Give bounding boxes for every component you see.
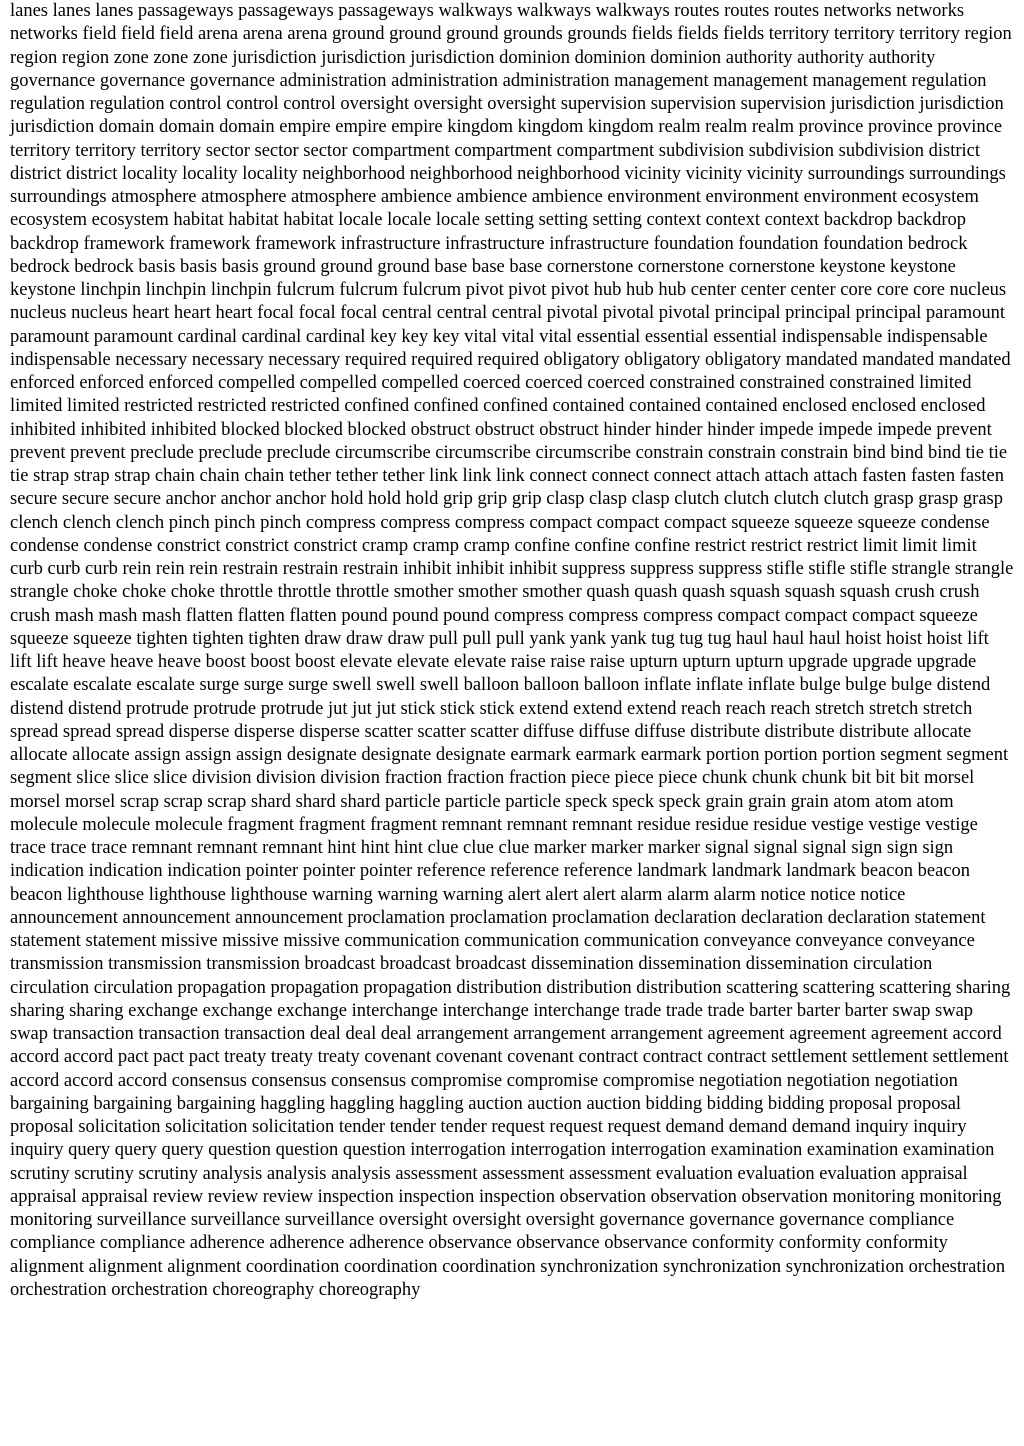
body-text: lanes lanes lanes passageways passageways passageways walkways walkways walkways routes routes routes networks networks networks field field field arena arena arena ground ground ground grounds grounds fields fields fields territory territory territory region region region zone zone zone jurisdiction jurisdiction jurisdiction dominion dominion dominion authority authority authority governance governance governance administration administration administration management management management regulation regulation regulation control control control oversight oversight oversight supervision supervision supervision jurisdiction jurisdiction jurisdiction domain domain domain empire empire empire kingdom kingdom kingdom realm realm realm province province province territory territory territory sector sector sector compartment compartment compartment subdivision subdivision subdivision district district district locality locality locality neighborhood neighborhood neighborhood vicinity vicinity vicinity surroundings surroundings surroundings atmosphere atmosphere atmosphere ambience ambience ambience environment environment environment ecosystem ecosystem ecosystem habitat habitat habitat locale locale locale setting setting setting context context context backdrop backdrop backdrop framework framework framework infrastructure infrastructure infrastructure foundation foundation foundation bedrock bedrock bedrock basis basis basis ground ground ground base base base cornerstone cornerstone cornerstone keystone keystone keystone linchpin linchpin linchpin fulcrum fulcrum fulcrum pivot pivot pivot hub hub hub center center center core core core nucleus nucleus nucleus heart heart heart focal focal focal central central central pivotal pivotal pivotal principal principal principal paramount paramount paramount cardinal cardinal cardinal key key key vital vital vital essential essential essential indispensable indispensable indispensable necessary necessary necessary required required required obligatory obligatory obligatory mandated mandated mandated enforced enforced enforced compelled compelled compelled coerced coerced coerced constrained constrained constrained limited limited limited restricted restricted restricted confined confined confined contained contained contained enclosed enclosed enclosed inhibited inhibited inhibited blocked blocked blocked obstruct obstruct obstruct hinder hinder hinder impede impede impede prevent prevent prevent preclude preclude preclude circumscribe circumscribe circumscribe constrain constrain constrain bind bind bind tie tie tie strap strap strap chain chain chain tether tether tether link link link connect connect connect attach attach attach fasten fasten fasten secure secure secure anchor anchor anchor hold hold hold grip grip grip clasp clasp clasp clutch clutch clutch clutch grasp grasp grasp clench clench clench pinch pinch pinch compress compress compress compact compact compact squeeze squeeze squeeze condense condense condense constrict constrict constrict cramp cramp cramp confine confine confine restrict restrict restrict limit limit limit curb curb curb rein rein rein restrain restrain restrain inhibit inhibit inhibit suppress suppress suppress stifle stifle stifle strangle strangle strangle choke choke choke throttle throttle throttle smother smother smother quash quash quash squash squash squash crush crush crush mash mash mash flatten flatten flatten pound pound pound compress compress compress compact compact compact squeeze squeeze squeeze tighten tighten tighten draw draw draw pull pull pull yank yank yank tug tug tug haul haul haul hoist hoist hoist lift lift lift heave heave heave boost boost boost elevate elevate elevate raise raise raise upturn upturn upturn upgrade upgrade upgrade escalate escalate escalate surge surge surge swell swell swell balloon balloon balloon inflate inflate inflate bulge bulge bulge distend distend distend protrude protrude protrude jut jut jut stick stick stick extend extend extend reach reach reach stretch stretch stretch spread spread spread disperse disperse disperse scatter scatter scatter diffuse diffuse diffuse distribute distribute distribute allocate allocate allocate assign assign assign designate designate designate earmark earmark earmark portion portion portion segment segment segment slice slice slice division division division fraction fraction fraction piece piece piece chunk chunk chunk bit bit bit morsel morsel morsel scrap scrap scrap shard shard shard particle particle particle speck speck speck grain grain grain atom atom atom molecule molecule molecule fragment fragment fragment remnant remnant remnant residue residue residue vestige vestige vestige trace trace trace remnant remnant remnant hint hint hint clue clue clue marker marker marker signal signal signal sign sign sign indication indication indication pointer pointer pointer reference reference reference landmark landmark landmark beacon beacon beacon lighthouse lighthouse lighthouse warning warning warning alert alert alert alarm alarm alarm notice notice notice announcement announcement announcement proclamation proclamation proclamation declaration declaration declaration statement statement statement missive missive missive communication communication communication conveyance conveyance conveyance transmission transmission transmission broadcast broadcast broadcast dissemination dissemination dissemination circulation circulation circulation propagation propagation propagation distribution distribution distribution scattering scattering scattering sharing sharing sharing exchange exchange exchange interchange interchange interchange trade trade trade barter barter barter swap swap swap transaction transaction transaction deal deal deal arrangement arrangement arrangement agreement agreement agreement accord accord accord pact pact pact treaty treaty treaty covenant covenant covenant contract contract contract settlement settlement settlement accord accord accord consensus consensus consensus compromise compromise compromise negotiation negotiation negotiation bargaining bargaining bargaining haggling haggling haggling auction auction auction bidding bidding bidding proposal proposal proposal solicitation solicitation solicitation tender tender tender request request request demand demand demand inquiry inquiry inquiry query query query question question question interrogation interrogation interrogation examination examination examination scrutiny scrutiny scrutiny analysis analysis analysis assessment assessment assessment evaluation evaluation evaluation appraisal appraisal appraisal review review review inspection inspection inspection observation observation observation monitoring monitoring monitoring surveillance surveillance surveillance oversight oversight oversight governance governance governance compliance compliance compliance adherence adherence adherence observance observance observance conformity conformity conformity alignment alignment alignment coordination coordination coordination synchronization synchronization synchronization orchestration orchestration orchestration choreography choreography: [10, 1, 1014, 1300]
